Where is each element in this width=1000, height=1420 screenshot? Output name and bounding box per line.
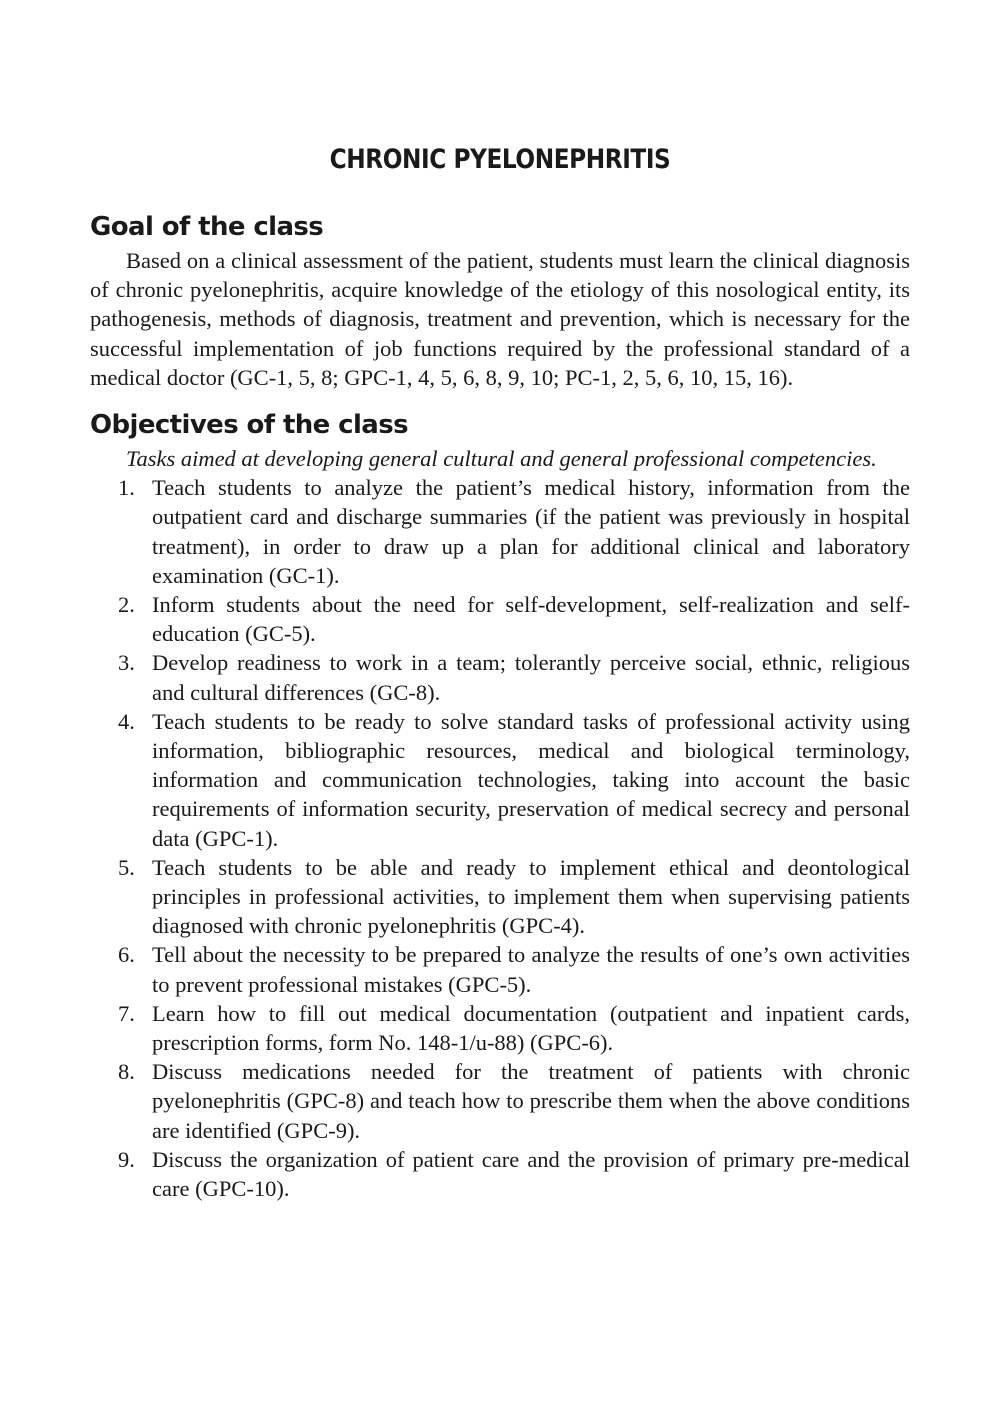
objectives-intro: Tasks aimed at developing general cultural and general professional competencies. xyxy=(126,446,877,472)
list-item-number: 9. xyxy=(118,1146,135,1172)
list-item xyxy=(90,707,910,853)
list-item-text: Discuss medications needed for the treatment of patients with chronic pyelonephritis (GPC-8) and teach how to prescribe them when the above conditions are identified (GPC-9). xyxy=(152,1059,910,1143)
list-item-text: Inform students about the need for self-development, self-realization and self-education (GC-5). xyxy=(152,592,910,647)
list-item-text: Discuss the organization of patient care and the provision of primary pre-medical care (GPC-10). xyxy=(152,1146,910,1202)
list-item xyxy=(90,853,910,941)
objectives-heading: Objectives of the class xyxy=(90,410,408,441)
goal-paragraph: Based on a clinical assessment of the patient, students must learn the clinical diagnosis of chronic pyelonephritis, acquire knowledge of the etiology of this nosological entity, its pathogenesis, methods of diagnosis, treatment and prevention, which is necessary for the successful implementation of job functions required by the professional standard of a medical doctor (GC-1, 5, 8; GPC-1, 4, 5, 6, 8, 9, 10; PC-1, 2, 5, 6, 10, 15, 16). xyxy=(90,248,910,390)
list-item-number: 5. xyxy=(118,854,135,880)
list-item xyxy=(90,648,910,706)
list-item-text: Develop readiness to work in a team; tolerantly perceive social, ethnic, religious and cultural differences (GC-8). xyxy=(152,650,910,705)
list-item-number: 7. xyxy=(118,1000,135,1026)
list-item-number: 6. xyxy=(118,942,135,968)
list-item xyxy=(90,590,910,648)
document-page xyxy=(90,140,910,1203)
list-item-text: Tell about the necessity to be prepared to analyze the results of one’s own activities to prevent professional mistakes (GPC-5). xyxy=(152,942,910,997)
goal-heading: Goal of the class xyxy=(90,212,324,242)
list-item-text: Teach students to be ready to solve standard tasks of professional activity using information, bibliographic resources, medical and biological terminology, information and communication technologies, taking into account the basic requirements of information security, preservation of medical secrecy and personal data (GPC-1). xyxy=(152,708,910,851)
page-title: CHRONIC PYELONEPHRITIS xyxy=(329,144,671,175)
list-item-text: Teach students to analyze the patient’s medical history, information from the outpatient card and discharge summaries (if the patient was previously in hospital treatment), in order to draw up a plan for additional clinical and laboratory examination (GC-1). xyxy=(152,475,910,588)
list-item xyxy=(90,473,910,590)
list-item-number: 3. xyxy=(118,650,135,676)
list-item xyxy=(90,1057,910,1145)
list-item xyxy=(90,999,910,1057)
list-item-number: 4. xyxy=(118,708,135,734)
objectives-list xyxy=(90,473,910,1203)
list-item-text: Learn how to fill out medical documentation (outpatient and inpatient cards, prescription forms, form No. 148-1/u-88) (GPC-6). xyxy=(152,1000,910,1056)
list-item-number: 2. xyxy=(118,592,135,618)
list-item-number: 1. xyxy=(118,475,135,501)
list-item xyxy=(90,940,910,998)
list-item xyxy=(90,1145,910,1203)
list-item-number: 8. xyxy=(118,1059,135,1085)
list-item-text: Teach students to be able and ready to implement ethical and deontological principles in professional activities, to implement them when supervising patients diagnosed with chronic pyelonephritis (GPC-4). xyxy=(152,854,910,939)
